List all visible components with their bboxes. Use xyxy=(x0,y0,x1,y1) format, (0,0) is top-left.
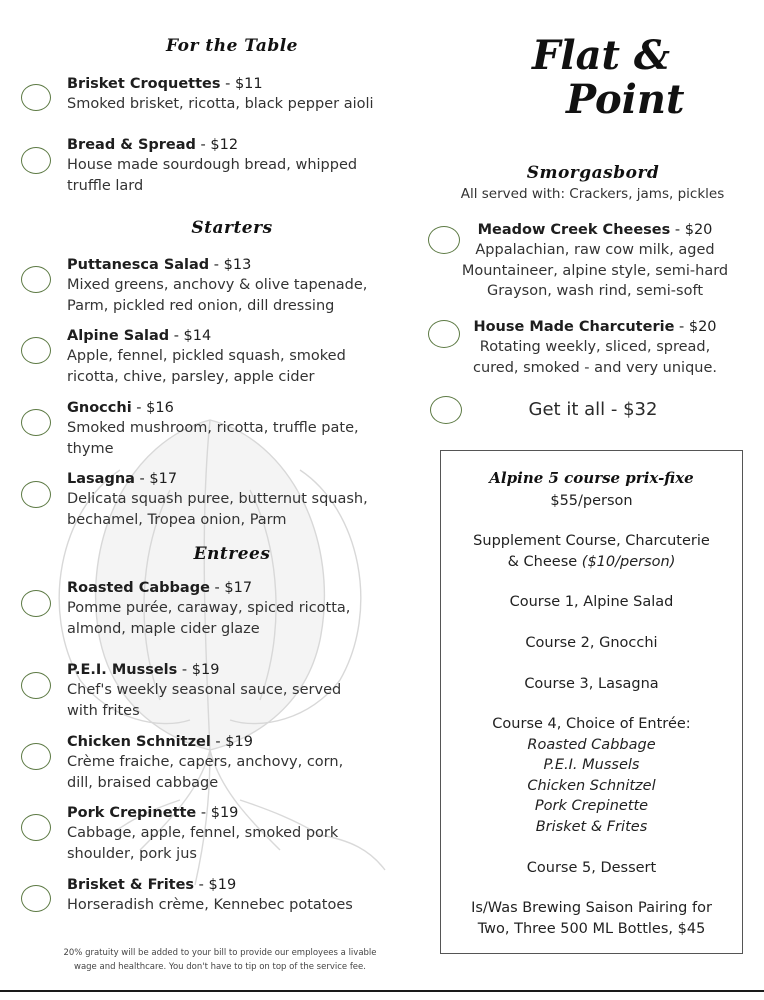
pairing-line: Two, Three 500 ML Bottles, $45 xyxy=(477,920,706,937)
supplement-line: & Cheese xyxy=(507,553,578,570)
menu-item-bread-spread xyxy=(67,135,397,196)
item-desc: shoulder, pork jus xyxy=(67,845,197,862)
supplement-price: ($10/person) xyxy=(581,553,676,570)
item-price: - $19 xyxy=(210,734,253,750)
gratuity-footnote xyxy=(30,946,410,974)
order-checkbox-alpine-salad[interactable] xyxy=(21,337,51,364)
course-4-label: Course 4, Choice of Entrée: xyxy=(492,716,691,732)
menu-item-alpine-salad xyxy=(67,326,397,387)
item-desc: thyme xyxy=(67,440,114,457)
order-checkbox-get-it-all[interactable] xyxy=(430,396,462,424)
order-checkbox-roasted-cabbage[interactable] xyxy=(21,590,51,617)
menu-item-brisket-frites xyxy=(67,875,397,916)
item-name: Roasted Cabbage xyxy=(67,580,210,596)
item-price: - $19 xyxy=(196,805,239,821)
item-desc: Grayson, wash rind, semi-soft xyxy=(486,283,704,299)
restaurant-logo xyxy=(532,34,712,122)
item-desc: Apple, fennel, pickled squash, smoked xyxy=(67,348,346,364)
menu-item-lasagna xyxy=(67,469,397,530)
course-2: Course 2, Gnocchi xyxy=(525,635,658,651)
section-heading-for-the-table: For the Table xyxy=(166,36,298,56)
menu-item-gnocchi xyxy=(67,398,397,459)
item-desc: dill, braised cabbage xyxy=(67,774,219,791)
menu-item-chicken-schnitzel xyxy=(67,732,397,793)
item-desc: Rotating weekly, sliced, spread, xyxy=(479,339,711,355)
item-desc: Cabbage, apple, fennel, smoked pork xyxy=(67,825,339,841)
item-desc: Appalachian, raw cow milk, aged xyxy=(475,242,715,258)
item-price: - $17 xyxy=(209,580,253,596)
get-it-all-option: Get it all - $32 xyxy=(528,399,658,420)
course-4-option: Pork Crepinette xyxy=(534,798,649,814)
smorgasbord-subtitle: All served with: Crackers, jams, pickles xyxy=(460,186,725,202)
logo-line: Flat & xyxy=(532,32,671,79)
item-price: - $19 xyxy=(194,877,237,893)
menu-item-meadow-creek-cheeses xyxy=(450,220,740,302)
order-checkbox-pei-mussels[interactable] xyxy=(21,672,51,699)
item-price: - $12 xyxy=(195,137,239,153)
item-name: Brisket Croquettes xyxy=(67,76,221,92)
item-price: - $17 xyxy=(134,471,178,487)
pairing-line: Is/Was Brewing Saison Pairing for xyxy=(471,900,712,916)
item-desc: cured, smoked - and very unique. xyxy=(472,359,718,376)
order-checkbox-pork-crepinette[interactable] xyxy=(21,814,51,841)
item-name: Meadow Creek Cheeses xyxy=(477,222,671,238)
order-checkbox-lasagna[interactable] xyxy=(21,481,51,508)
item-desc: Mountaineer, alpine style, semi-hard xyxy=(461,262,729,279)
item-name: Chicken Schnitzel xyxy=(67,734,211,750)
section-heading-entrees: Entrees xyxy=(193,544,271,564)
order-checkbox-brisket-croquettes[interactable] xyxy=(21,84,51,111)
section-heading-smorgasbord: Smorgasbord xyxy=(526,163,660,183)
bottom-divider xyxy=(0,990,764,992)
item-desc: ricotta, chive, parsley, apple cider xyxy=(67,368,315,385)
item-desc: Smoked brisket, ricotta, black pepper aioli xyxy=(67,96,374,112)
course-4-option: Roasted Cabbage xyxy=(527,736,656,753)
course-5: Course 5, Dessert xyxy=(526,860,657,876)
supplement-line: Supplement Course, Charcuterie xyxy=(473,533,710,549)
prix-fixe-heading: Alpine 5 course prix-fixe xyxy=(489,469,694,487)
item-name: Lasagna xyxy=(67,471,135,487)
item-price: - $11 xyxy=(220,76,263,92)
prix-fixe-panel xyxy=(440,450,743,954)
course-4-option: Chicken Schnitzel xyxy=(527,777,656,794)
footnote-line: wage and healthcare. You don't have to tip on top of the service fee. xyxy=(74,962,366,972)
item-price: - $13 xyxy=(209,257,252,273)
item-name: House Made Charcuterie xyxy=(473,319,675,335)
prix-fixe-price: $55/person xyxy=(550,493,633,509)
order-checkbox-brisket-frites[interactable] xyxy=(21,885,51,912)
course-3: Course 3, Lasagna xyxy=(524,676,659,692)
item-name: Brisket & Frites xyxy=(67,877,195,893)
item-desc: Pomme purée, caraway, spiced ricotta, xyxy=(67,600,351,616)
item-desc: truffle lard xyxy=(67,177,144,194)
item-price: - $20 xyxy=(674,319,717,335)
item-price: - $20 xyxy=(670,222,713,238)
item-name: Alpine Salad xyxy=(67,328,170,344)
item-desc: Chef's weekly seasonal sauce, served xyxy=(67,682,342,698)
item-name: Bread & Spread xyxy=(67,137,196,153)
menu-item-house-made-charcuterie xyxy=(450,317,740,378)
course-4 xyxy=(441,714,742,837)
logo-line: Point xyxy=(566,76,685,123)
footnote-line: 20% gratuity will be added to your bill to provide our employees a livable xyxy=(63,948,377,958)
item-desc: almond, maple cider glaze xyxy=(67,620,260,637)
item-price: - $19 xyxy=(177,662,220,678)
order-checkbox-gnocchi[interactable] xyxy=(21,409,51,436)
menu-item-roasted-cabbage xyxy=(67,578,397,639)
section-heading-starters: Starters xyxy=(191,218,273,238)
beer-pairing xyxy=(441,898,742,939)
item-desc: House made sourdough bread, whipped xyxy=(67,157,358,173)
item-desc: Delicata squash puree, butternut squash, xyxy=(67,491,368,507)
item-name: Gnocchi xyxy=(67,400,132,416)
item-price: - $14 xyxy=(169,328,212,344)
item-price: - $16 xyxy=(131,400,174,416)
item-name: P.E.I. Mussels xyxy=(67,662,178,678)
item-desc: Crème fraiche, capers, anchovy, corn, xyxy=(67,754,344,770)
item-desc: Parm, pickled red onion, dill dressing xyxy=(67,297,335,314)
course-4-option: P.E.I. Mussels xyxy=(543,757,640,773)
supplement-course xyxy=(441,531,742,572)
item-desc: with frites xyxy=(67,702,140,719)
course-4-option: Brisket & Frites xyxy=(535,818,648,835)
course-1: Course 1, Alpine Salad xyxy=(509,594,674,610)
order-checkbox-chicken-schnitzel[interactable] xyxy=(21,743,51,770)
item-desc: Smoked mushroom, ricotta, truffle pate, xyxy=(67,420,359,436)
item-desc: Mixed greens, anchovy & olive tapenade, xyxy=(67,277,368,293)
item-name: Puttanesca Salad xyxy=(67,257,210,273)
menu-item-pork-crepinette xyxy=(67,803,397,864)
item-name: Pork Crepinette xyxy=(67,805,197,821)
item-desc: bechamel, Tropea onion, Parm xyxy=(67,511,287,528)
order-checkbox-puttanesca-salad[interactable] xyxy=(21,266,51,293)
menu-item-brisket-croquettes xyxy=(67,74,397,115)
item-desc: Horseradish crème, Kennebec potatoes xyxy=(67,897,353,913)
order-checkbox-bread-spread[interactable] xyxy=(21,147,51,174)
menu-item-pei-mussels xyxy=(67,660,397,721)
menu-item-puttanesca-salad xyxy=(67,255,397,316)
